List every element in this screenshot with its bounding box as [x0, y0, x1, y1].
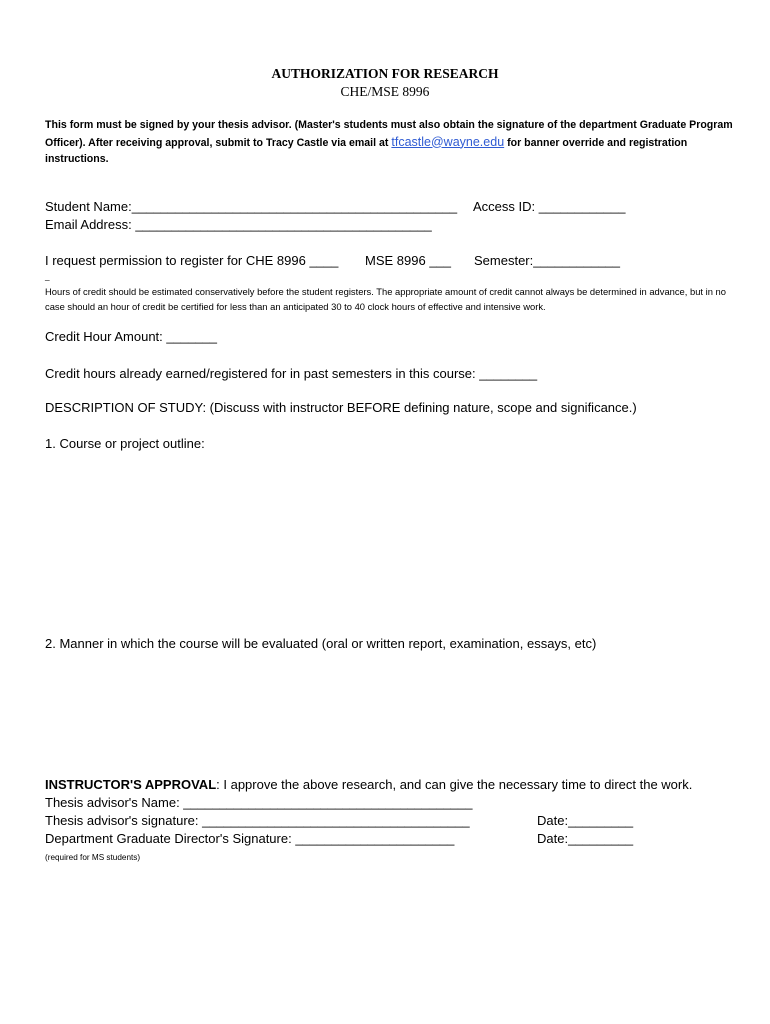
director-signature-field[interactable]: Department Graduate Director's Signature: ______________________ [45, 831, 455, 846]
instructions-text-part2: for banner override and registration instructions. [45, 136, 688, 165]
director-date-field[interactable]: Date:_________ [537, 831, 634, 846]
advisor-date-field[interactable]: Date:_________ [537, 813, 634, 828]
instructor-approval-statement [45, 777, 692, 792]
mse-8996-option[interactable]: MSE 8996 ___ [365, 253, 452, 268]
credit-hour-amount-field[interactable]: Credit Hour Amount: _______ [45, 329, 217, 344]
form-title: AUTHORIZATION FOR RESEARCH [271, 66, 499, 81]
course-outline-label: 1. Course or project outline: [45, 436, 205, 451]
instructor-approval-label: INSTRUCTOR'S APPROVAL [45, 777, 217, 792]
form-instructions [45, 117, 735, 168]
description-heading: DESCRIPTION OF STUDY: (Discuss with instructor BEFORE defining nature, scope and significance.) [45, 400, 637, 415]
student-name-field[interactable]: Student Name:_____________________________________________ [45, 199, 458, 214]
credit-hours-earned-field[interactable]: Credit hours already earned/registered for in past semesters in this course: ________ [45, 366, 538, 381]
email-address-field[interactable]: Email Address: _________________________________________ [45, 217, 432, 232]
advisor-signature-field[interactable]: Thesis advisor's signature: _____________________________________ [45, 813, 470, 828]
tick-mark: _ [45, 272, 50, 281]
instructions-text-part1: This form must be signed by your thesis advisor. (Master's students must also obtain the signature of the department Graduate Program Officer). After receiving approval, submit to Tracy Castle via email at [45, 119, 733, 149]
instructor-approval-text: : I approve the above research, and can give the necessary time to direct the work. [216, 777, 693, 792]
evaluation-label: 2. Manner in which the course will be evaluated (oral or written report, examination, essays, etc) [45, 636, 597, 651]
email-link[interactable]: tfcastle@wayne.edu [391, 134, 505, 149]
credit-note: Hours of credit should be estimated conservatively before the student registers. The appropriate amount of credit cannot always be determined in advance, but in no case should an hour of credit be certified for less than an anticipated 30 to 40 clock hours of effective and intensive work. [45, 286, 726, 312]
form-subtitle: CHE/MSE 8996 [340, 84, 430, 99]
register-request-che[interactable]: I request permission to register for CHE 8996 ____ [45, 253, 339, 268]
semester-field[interactable]: Semester:____________ [474, 253, 621, 268]
ms-students-footnote: (required for MS students) [45, 853, 141, 862]
advisor-name-field[interactable]: Thesis advisor's Name: ________________________________________ [45, 795, 473, 810]
access-id-field[interactable]: Access ID: ____________ [473, 199, 626, 214]
